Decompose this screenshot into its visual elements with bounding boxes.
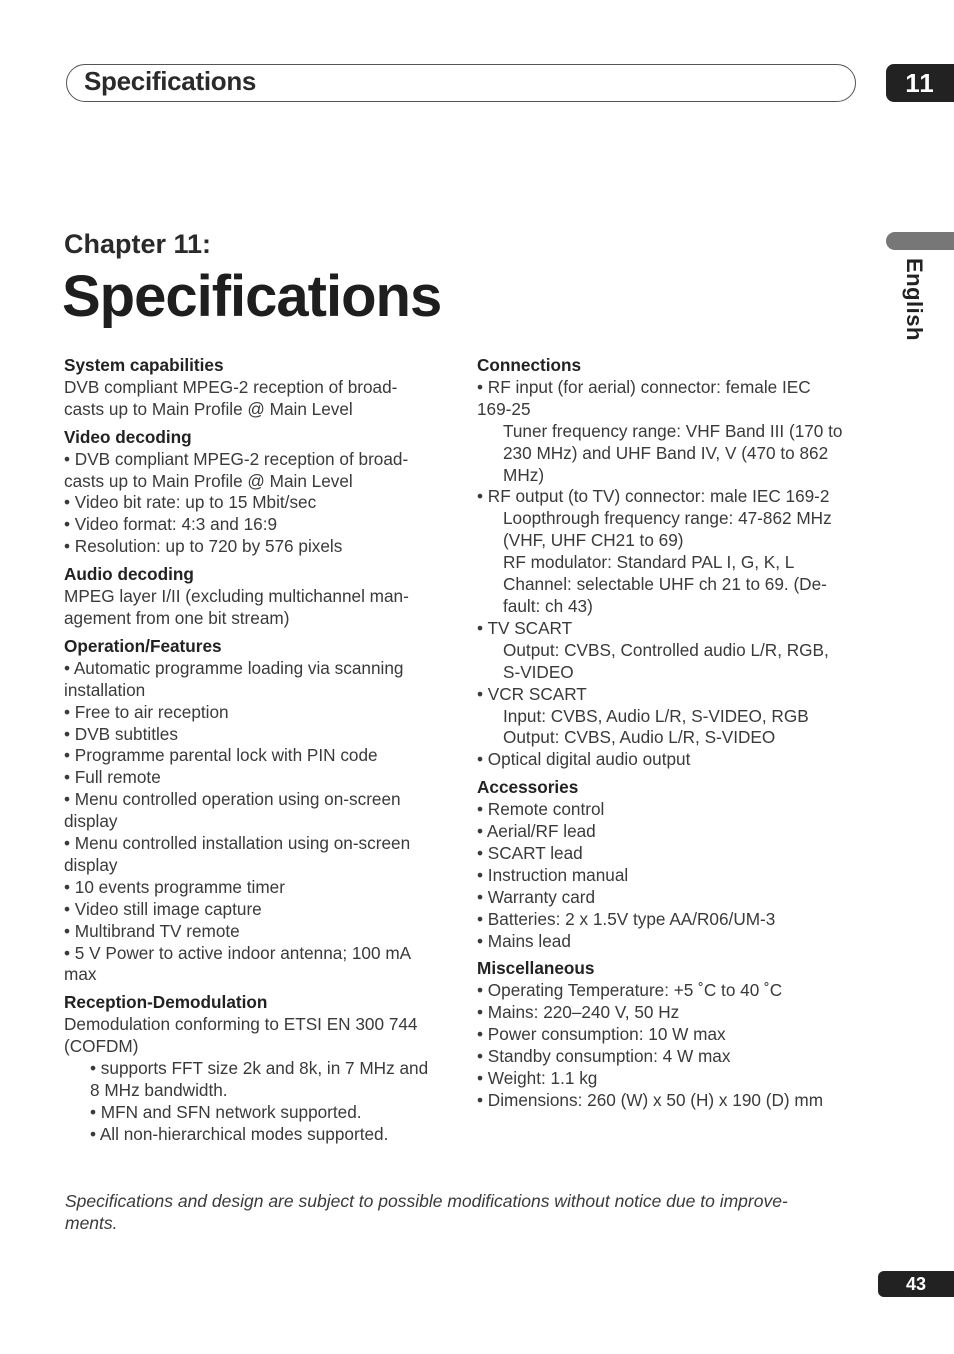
language-tab-bar — [886, 232, 954, 250]
spec-line: Input: CVBS, Audio L/R, S-VIDEO, RGB — [503, 705, 809, 726]
section-heading: Video decoding — [64, 426, 192, 447]
spec-line: Demodulation conforming to ETSI EN 300 744 — [64, 1014, 418, 1035]
spec-line: • Weight: 1.1 kg — [477, 1068, 598, 1088]
spec-line: • SCART lead — [477, 842, 583, 863]
header-title: Specifications — [84, 66, 257, 96]
section-heading: Reception-Demodulation — [64, 992, 268, 1013]
right-column — [477, 355, 857, 1112]
spec-line: • DVB compliant MPEG-2 reception of broad- — [64, 448, 409, 469]
spec-line: • Free to air reception — [64, 701, 229, 722]
section-heading: Operation/Features — [64, 635, 222, 656]
spec-line: (VHF, UHF CH21 to 69) — [503, 530, 684, 551]
section-heading: System capabilities — [64, 355, 224, 375]
spec-line: display — [64, 811, 118, 832]
left-column — [64, 355, 444, 1146]
spec-line: 230 MHz) and UHF Band IV, V (470 to 862 — [503, 442, 829, 463]
spec-line: RF modulator: Standard PAL I, G, K, L — [503, 552, 795, 573]
spec-line: casts up to Main Profile @ Main Level — [64, 398, 353, 419]
spec-line: • 5 V Power to active indoor antenna; 100 mA — [64, 942, 412, 963]
spec-line: • Resolution: up to 720 by 576 pixels — [64, 536, 343, 557]
spec-line: 8 MHz bandwidth. — [90, 1080, 228, 1100]
spec-line: • Operating Temperature: +5 ˚C to 40 ˚C — [477, 980, 783, 1001]
spec-line: • MFN and SFN network supported. — [90, 1101, 362, 1122]
spec-line: DVB compliant MPEG-2 reception of broad- — [64, 376, 398, 397]
spec-line: • Full remote — [64, 767, 161, 788]
spec-line: Output: CVBS, Controlled audio L/R, RGB, — [503, 639, 829, 660]
section-heading: Accessories — [477, 777, 579, 798]
spec-line: • Menu controlled installation using on-screen — [64, 833, 411, 854]
page-number: 43 — [878, 1271, 954, 1297]
spec-line: • Remote control — [477, 799, 605, 820]
spec-line: • Power consumption: 10 W max — [477, 1024, 726, 1045]
disclaimer-line: Specifications and design are subject to possible modifications without notice due to improve- — [65, 1191, 788, 1211]
spec-line: • Warranty card — [477, 886, 596, 907]
spec-line: • Batteries: 2 x 1.5V type AA/R06/UM-3 — [477, 908, 776, 929]
section-heading: Audio decoding — [64, 564, 194, 585]
spec-line: • Menu controlled operation using on-screen — [64, 789, 401, 810]
spec-line: • Video format: 4:3 and 16:9 — [64, 514, 278, 535]
disclaimer-note — [65, 1190, 865, 1234]
spec-line: • RF output (to TV) connector: male IEC 169-2 — [477, 486, 830, 507]
spec-line: installation — [64, 679, 146, 700]
spec-line: max — [64, 964, 97, 985]
page-title: Specifications — [62, 264, 442, 329]
spec-line: • Optical digital audio output — [477, 749, 691, 770]
spec-line: (COFDM) — [64, 1036, 139, 1057]
spec-line: • Programme parental lock with PIN code — [64, 745, 378, 766]
spec-line: Channel: selectable UHF ch 21 to 69. (De- — [503, 574, 827, 595]
spec-line: 169-25 — [477, 398, 531, 419]
spec-line: Loopthrough frequency range: 47-862 MHz — [503, 508, 832, 529]
section-heading: Connections — [477, 355, 582, 375]
spec-line: Tuner frequency range: VHF Band III (170 to — [503, 420, 843, 441]
spec-line: • Dimensions: 260 (W) x 50 (H) x 190 (D) mm — [477, 1089, 824, 1110]
disclaimer-line: ments. — [65, 1213, 118, 1233]
section-heading: Miscellaneous — [477, 958, 595, 979]
spec-line: • Video bit rate: up to 15 Mbit/sec — [64, 492, 317, 513]
spec-line: • Automatic programme loading via scanning — [64, 657, 404, 678]
spec-line: • DVB subtitles — [64, 723, 178, 744]
spec-line: casts up to Main Profile @ Main Level — [64, 470, 353, 491]
language-label: English — [902, 258, 927, 341]
spec-line: • Instruction manual — [477, 864, 629, 885]
spec-line: • Video still image capture — [64, 898, 262, 919]
spec-line: display — [64, 854, 118, 875]
spec-line: agement from one bit stream) — [64, 607, 290, 628]
spec-line: • 10 events programme timer — [64, 876, 285, 897]
spec-line: • RF input (for aerial) connector: female IEC — [477, 376, 811, 397]
chapter-label: Chapter 11: — [64, 229, 212, 259]
chapter-number-tab: 11 — [886, 64, 954, 102]
spec-line: • Mains: 220–240 V, 50 Hz — [477, 1002, 680, 1023]
spec-line: MPEG layer I/II (excluding multichannel man- — [64, 586, 409, 607]
spec-line: • Aerial/RF lead — [477, 821, 596, 842]
spec-line: Output: CVBS, Audio L/R, S-VIDEO — [503, 727, 776, 748]
spec-line: MHz) — [503, 464, 545, 485]
spec-line: • Standby consumption: 4 W max — [477, 1046, 731, 1067]
spec-line: S-VIDEO — [503, 661, 574, 682]
spec-line: fault: ch 43) — [503, 595, 593, 616]
spec-line: • Mains lead — [477, 930, 571, 951]
spec-line: • All non-hierarchical modes supported. — [90, 1123, 389, 1144]
spec-line: • supports FFT size 2k and 8k, in 7 MHz and — [90, 1058, 429, 1079]
spec-line: • TV SCART — [477, 617, 573, 638]
spec-line: • VCR SCART — [477, 683, 587, 704]
spec-line: • Multibrand TV remote — [64, 920, 240, 941]
